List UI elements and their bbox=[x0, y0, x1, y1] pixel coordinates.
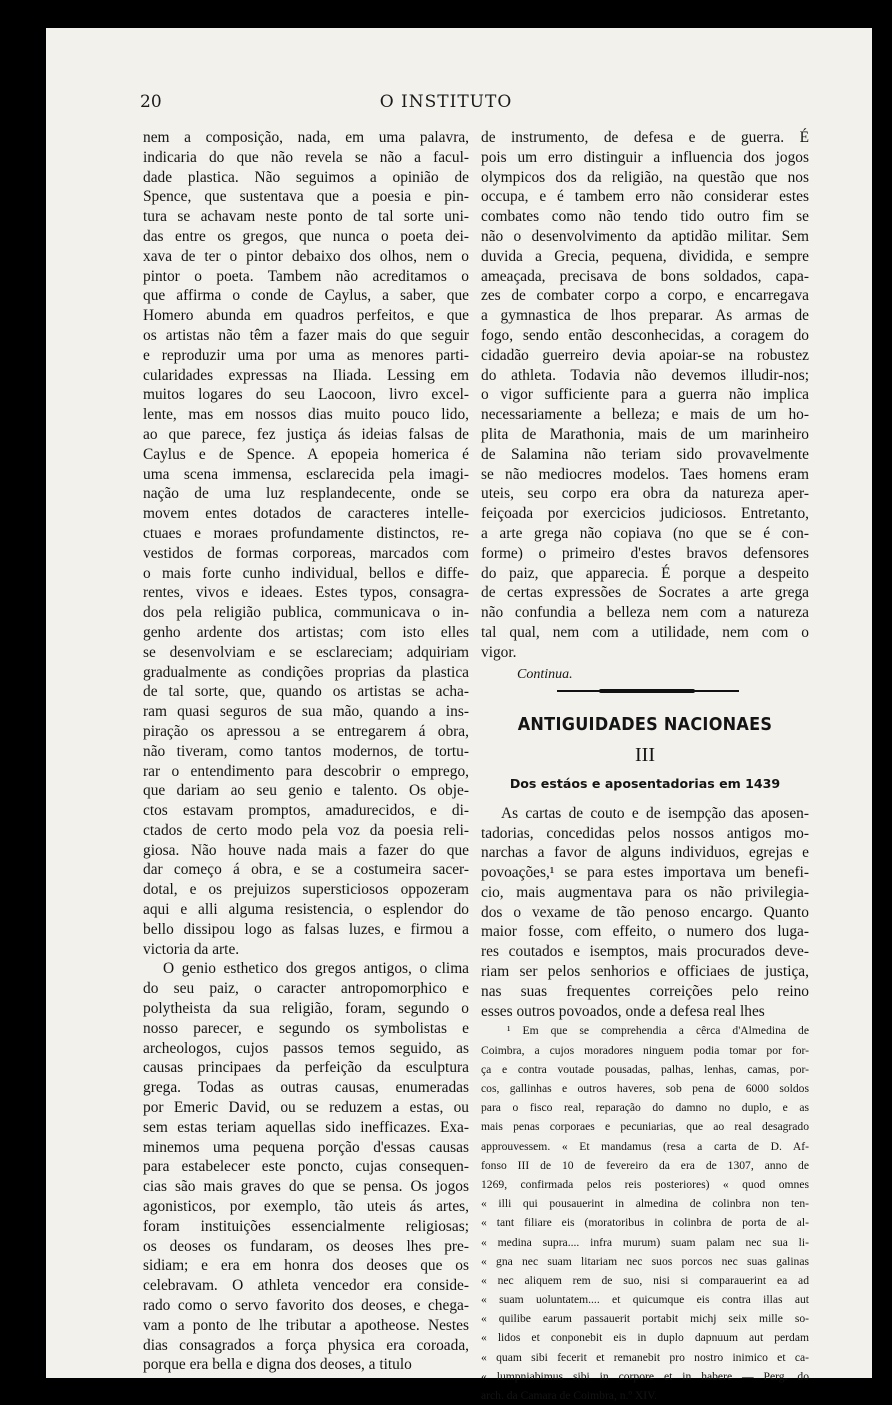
text-line: ram quasi seguros de sua mão, quando a ins- bbox=[143, 703, 469, 721]
text-line: pintor o poeta. Tambem não acreditamos o bbox=[143, 267, 469, 285]
text-line: do athleta. Todavia não devemos illudir-nos; bbox=[481, 366, 809, 384]
text-line: das entre os gregos, que nunca o poeta dei- bbox=[143, 227, 469, 245]
text-line: pois um erro distinguir a influencia dos jogos bbox=[481, 148, 809, 166]
text-line: nosso parecer, e segundo os symbolistas e bbox=[143, 1019, 469, 1037]
text-line: não confundia a belleza nem com a natureza bbox=[481, 604, 809, 622]
text-line: As cartas de couto e de isempção das aposen- bbox=[501, 804, 809, 822]
text-line: ctos estavam promptos, amadurecidos, e di- bbox=[143, 802, 469, 820]
text-line: se desenvolviam e se esclareciam; adquiriam bbox=[143, 643, 469, 661]
text-line: victoria da arte. bbox=[143, 940, 240, 958]
footnote-line: « medina supra.... infra murum) suam palam nec sua li- bbox=[481, 1235, 809, 1249]
text-line: que dariam ao seu genio e talento. Os obje- bbox=[143, 782, 469, 800]
footnote-line: ¹ Em que se comprehendia a cêrca d'Almedina de bbox=[507, 1024, 809, 1038]
text-line: Spence, que sustentava que a poesia e pin- bbox=[143, 188, 469, 206]
footnote-line: ça e contra voutade pousadas, palhas, lenhas, camas, por- bbox=[481, 1062, 809, 1076]
footnote-line: « lumpniabimus sibi in corpore et in habere — Perg. do bbox=[481, 1369, 809, 1383]
text-line: e reproduzir uma por uma as menores parti- bbox=[143, 346, 469, 364]
text-line: genho ardente dos artistas; com isto elles bbox=[143, 623, 469, 641]
text-line: occupa, e é tambem erro não considerar estes bbox=[481, 188, 809, 206]
text-line: para estabelecer este poncto, cujas consequen- bbox=[143, 1158, 469, 1176]
text-line: giosa. Não houve nada mais a fazer do que bbox=[143, 841, 469, 859]
text-line: nem a composição, nada, em uma palavra, bbox=[143, 129, 469, 146]
text-line: fogo, sendo então desconhecidas, a coragem do bbox=[481, 326, 809, 344]
text-line: bello dissipou logo as falsas luzes, e firmou a bbox=[143, 920, 469, 938]
text-line: minemos uma pequena porção d'essas causas bbox=[143, 1138, 469, 1156]
text-line: ctados de certo modo pela voz da poesia reli- bbox=[143, 821, 469, 839]
text-line: de certas expressões de Socrates a arte grega bbox=[481, 584, 809, 602]
text-line: o vigor sufficiente para a guerra não implica bbox=[481, 386, 809, 404]
ornamental-divider bbox=[481, 684, 809, 698]
journal-title: O INSTITUTO bbox=[379, 92, 513, 112]
footnote-line: para o fisco real, reparação do damno no duplo, e as bbox=[481, 1101, 809, 1115]
text-line: dade plastica. Não seguimos a opinião de bbox=[143, 168, 469, 186]
text-line: cias são mais graves do que se pensa. Os jogos bbox=[143, 1178, 469, 1196]
text-line: ctuaes e moraes profundamente distinctos, re- bbox=[143, 524, 469, 542]
text-line: cio, mais augmentava para os não privilegia- bbox=[481, 883, 809, 901]
text-line: de instrumento, de defesa e de guerra. É bbox=[481, 129, 809, 146]
page-number: 20 bbox=[140, 92, 162, 112]
footnote-line: « lidos et conponebit eis in duplo dapnuum aut perdam bbox=[481, 1331, 809, 1345]
text-line: indicaria do que não revela se não a facul- bbox=[143, 148, 469, 166]
footnote-line: mais penas corporaes e pecuniarias, que ao real desagrado bbox=[481, 1120, 809, 1134]
text-line: combates como não tendo tido outro fim se bbox=[481, 208, 809, 226]
text-line: muitos logares do seu Laocoon, livro excel- bbox=[143, 386, 469, 404]
section-body bbox=[481, 804, 809, 1022]
text-line: uma scena immensa, esclarecida pela imagi- bbox=[143, 465, 469, 483]
text-line: que affirma o conde de Caylus, a saber, que bbox=[143, 287, 469, 305]
text-line: grega. Todas as outras causas, enumeradas bbox=[143, 1079, 469, 1097]
text-line: gradualmente as condições proprias da plastica bbox=[143, 663, 469, 681]
text-line: causas principaes da perfeição da esculptura bbox=[143, 1059, 469, 1077]
text-line: piração os apressou a se entregarem á obra, bbox=[143, 722, 469, 740]
text-line: lente, mas em nossos dias muito pouco lido, bbox=[143, 406, 469, 424]
text-line: tal qual, nem com a utilidade, nem com o bbox=[481, 623, 809, 641]
text-line: nas suas frequentes correições pelo reino bbox=[481, 982, 809, 1000]
text-line: vestidos de formas corporeas, marcados com bbox=[143, 544, 469, 562]
text-line: uteis, seu corpo era obra da natureza aper- bbox=[481, 485, 809, 503]
footnote-line: « nec aliquem rem de suo, nisi si comparauerint ea ad bbox=[481, 1273, 809, 1287]
text-line: do seu paiz, o caracter antropomorphico e bbox=[143, 980, 469, 998]
footnote-line: arch. da Camara de Coimbra, n.º XIV. bbox=[481, 1389, 657, 1403]
text-line: o mais forte cunho individual, bellos e diffe- bbox=[143, 564, 469, 582]
text-line: riam ser pelos senhorios e officiaes de justiça, bbox=[481, 963, 809, 981]
right-column-text bbox=[481, 128, 809, 663]
footnote-line: « quam sibi fecerit et remanebit pro nostro inimico et ca- bbox=[481, 1350, 809, 1364]
text-line: duvida a Grecia, pequena, dividida, e sempre bbox=[481, 247, 809, 265]
text-line: dos o vexame de tão penoso encargo. Quanto bbox=[481, 903, 809, 921]
text-line: res coutados e isemptos, mais procurados deve- bbox=[481, 943, 809, 961]
footnote-line: « gna nec suam litariam nec suos porcos nec suas galinas bbox=[481, 1254, 809, 1268]
text-line: sem estas teriam aquellas sido inefficazes. Exa- bbox=[143, 1118, 469, 1136]
text-line: tadorias, concedidas pelos nossos antigos mo- bbox=[481, 824, 809, 842]
text-line: rar o entendimento para descobrir o emprego, bbox=[143, 762, 469, 780]
text-line: não tiveram, como tantos modernos, de tortu- bbox=[143, 742, 469, 760]
text-line: de Salamina não teriam sido provavelmente bbox=[481, 445, 809, 463]
footnote-line: fonso III de 10 de fevereiro da era de 1307, anno de bbox=[481, 1158, 809, 1172]
footnote-line: « quilibe earum passauerit portabit michj seix mille so- bbox=[481, 1312, 809, 1326]
text-line: olympicos dos da religião, na questão que nos bbox=[481, 168, 809, 186]
text-line: rado como o servo favorito dos deoses, e chega- bbox=[143, 1297, 469, 1315]
text-line: os deoses os fundaram, os deoses lhes pre- bbox=[143, 1237, 469, 1255]
text-line: cularidades expressas na Iliada. Lessing em bbox=[143, 366, 469, 384]
footnote-line: cos, gallinhas e outros haveres, sob pena de 6000 soldos bbox=[481, 1082, 809, 1096]
section-title: ANTIGUIDADES NACIONAES bbox=[517, 715, 773, 736]
text-line: Homero abunda em quadros perfeitos, e que bbox=[143, 307, 469, 325]
footnote-line: 1269, confirmada pelos reis posteriores) « quod omnes bbox=[481, 1177, 809, 1191]
text-line: ameaçada, precisava de bons soldados, capa- bbox=[481, 267, 809, 285]
text-line: porque era bella e digna dos deoses, a titulo bbox=[143, 1356, 412, 1374]
text-line: xava de ter o pintor debaixo dos olhos, nem o bbox=[143, 247, 469, 265]
right-column bbox=[481, 128, 809, 1405]
section-subtitle: Dos estáos e aposentadorias em 1439 bbox=[509, 775, 781, 791]
footnote-line: « suam uoluntatem.... et quicumque eis contra illas aut bbox=[481, 1293, 809, 1307]
text-line: polytheista da sua religião, foram, segundo o bbox=[143, 1000, 469, 1018]
text-line: feiçoada por exercicios judiciosos. Entretanto, bbox=[481, 505, 809, 523]
text-line: zes de combater corpo a corpo, e encarregava bbox=[481, 287, 809, 305]
text-line: nação de uma luz resplandecente, onde se bbox=[143, 485, 469, 503]
text-line: foram instituições essencialmente religiosas; bbox=[143, 1217, 469, 1235]
text-line: tura se achavam neste ponto de tal sorte uni- bbox=[143, 208, 469, 226]
section-number: III bbox=[635, 744, 655, 767]
text-line: archeologos, cujos passos temos seguido, as bbox=[143, 1039, 469, 1057]
text-line: sidiam; e era em honra dos deoses que os bbox=[143, 1257, 469, 1275]
text-line: Caylus e de Spence. A epopeia homerica é bbox=[143, 445, 469, 463]
text-line: cidadão guerreiro devia apoiar-se na robustez bbox=[481, 346, 809, 364]
text-line: dotal, e os prejuizos supersticiosos oppozeram bbox=[143, 881, 469, 899]
continua-note: Continua. bbox=[517, 666, 573, 682]
text-line: rentes, vivos e ideaes. Estes typos, consagra- bbox=[143, 584, 469, 602]
text-line: necessariamente a belleza; e mais de um ho- bbox=[481, 406, 809, 424]
text-line: aqui e alli alguma resistencia, o esplendor do bbox=[143, 901, 469, 919]
footnote-line: approuvessem. « Et mandamus (resa a carta de D. Af- bbox=[481, 1139, 809, 1153]
footnote-line: « illi qui pousauerint in almedina de colinbra non ten- bbox=[481, 1197, 809, 1211]
text-line: povoações,¹ se para estes importava um benefi- bbox=[481, 864, 809, 882]
footnote bbox=[481, 1021, 809, 1405]
text-line: os artistas não têm a fazer mais do que seguir bbox=[143, 326, 469, 344]
footnote-line: « tant filiare eis (moratoribus in colinbra de porta de al- bbox=[481, 1216, 809, 1230]
left-column bbox=[143, 128, 469, 1375]
text-line: dias consagrados a força physica era coroada, bbox=[143, 1336, 469, 1354]
text-line: plita de Marathonia, mais de um marinheiro bbox=[481, 425, 809, 443]
text-line: vam a ponto de lhe tributar a apotheose. Nestes bbox=[143, 1316, 469, 1334]
text-line: dos pela religião publica, communicava o in- bbox=[143, 604, 469, 622]
text-line: esses outros povoados, onde a defesa real lhes bbox=[481, 1002, 765, 1020]
text-line: de tal sorte, que, quando os artistas se acha- bbox=[143, 683, 469, 701]
text-line: forme) o primeiro d'estes bravos defensores bbox=[481, 544, 809, 562]
text-line: se não mediocres modelos. Taes homens eram bbox=[481, 465, 809, 483]
text-line: movem entes dotados de caracteres intelle- bbox=[143, 505, 469, 523]
text-line: vigor. bbox=[481, 643, 517, 661]
text-line: agonisticos, por exemplo, tão uteis ás artes, bbox=[143, 1198, 469, 1216]
text-line: O genio esthetico dos gregos antigos, o clima bbox=[163, 960, 469, 978]
text-line: do paiz, que apparecia. É porque a despeito bbox=[481, 564, 809, 582]
text-line: narchas a favor de alguns individuos, egrejas e bbox=[481, 844, 809, 862]
text-line: maior fosse, com effeito, o numero dos luga- bbox=[481, 923, 809, 941]
text-line: a arte grega não copiava (no que se é con- bbox=[481, 524, 809, 542]
text-line: não o desenvolvimento da aptidão militar. Sem bbox=[481, 227, 809, 245]
footnote-line: Coimbra, a cujos moradores ninguem podia tomar por for- bbox=[481, 1043, 809, 1057]
text-line: por Emeric David, ou se reduzem a estas, ou bbox=[143, 1099, 469, 1117]
text-line: dar começo á obra, e se a costumeira sacer- bbox=[143, 861, 469, 879]
text-line: celebravam. O athleta vencedor era conside- bbox=[143, 1277, 469, 1295]
text-line: ao que parece, fez justiça ás ideias falsas de bbox=[143, 425, 469, 443]
text-line: a gymnastica de lhos preparar. As armas de bbox=[481, 307, 809, 325]
